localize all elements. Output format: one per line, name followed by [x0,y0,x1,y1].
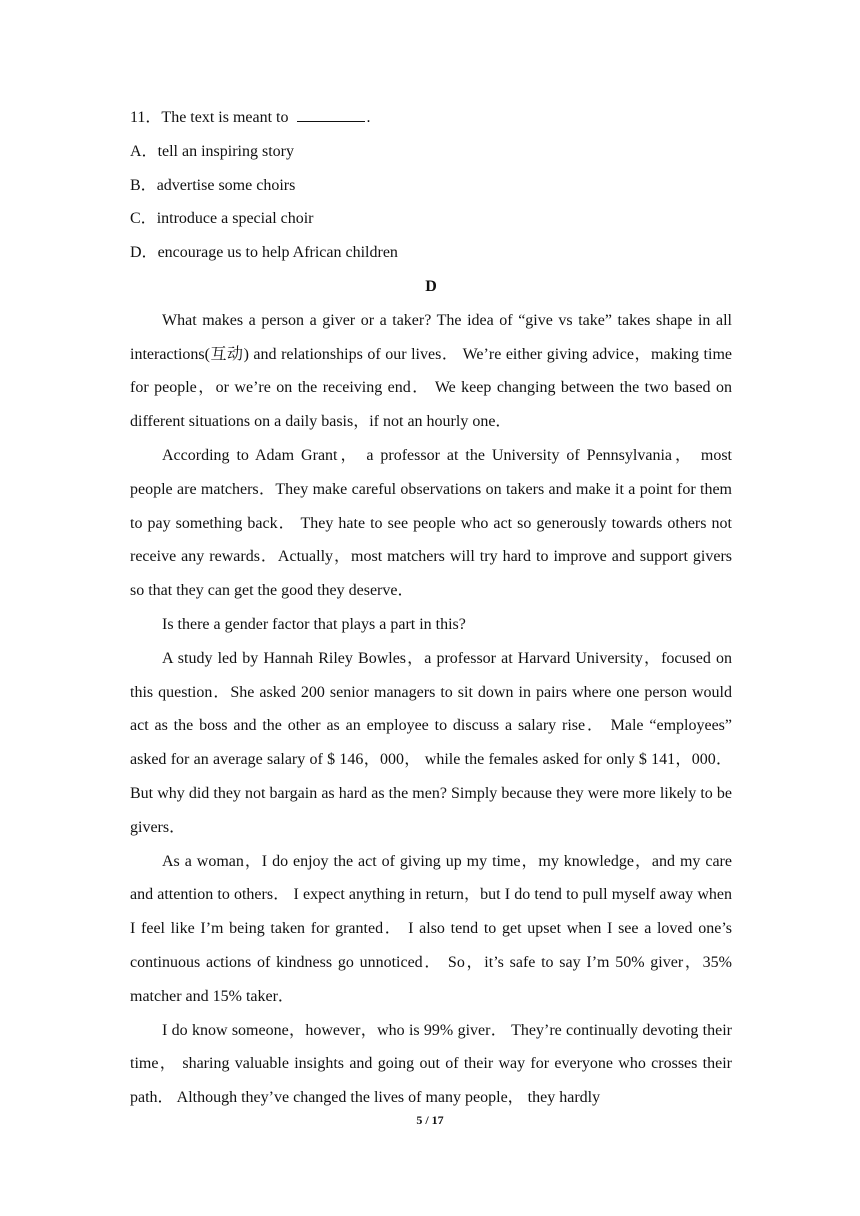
option-text: advertise some choirs [156,176,296,194]
option-b [130,169,732,203]
question-stem: The text is meant to [161,109,289,126]
passage-paragraph: I do know someone，however，who is 99% giver． They’re continually devoting their time， sharing valuable insights and going out of their way for everyone who crosses their path． Although they’ve changed the lives of many people， they hardly [130,1021,732,1107]
option-text: introduce a special choir [156,210,314,228]
option-letter: D． [130,244,158,262]
question-end: . [366,109,371,126]
option-text: encourage us to help African children [157,244,398,262]
passage-paragraph: As a woman，I do enjoy the act of giving up my time，my knowledge，and my care and attention to others． I expect anything in return，but I do tend to pull myself away when I feel like I’m being taken for granted． I also tend to get upset when I see a loved one’s continuous actions of kindness go unnoticed． So，it’s safe to say I’m 50% giver，35% matcher and 15% taker． [130,852,732,1005]
option-c [130,202,732,236]
option-text: tell an inspiring story [157,142,294,160]
option-a [130,135,732,169]
option-letter: A． [130,142,158,160]
passage-paragraph: Is there a gender factor that plays a part in this? [162,615,466,633]
page-content [130,101,732,1115]
question-number: 11． [130,109,162,126]
passage-paragraph: What makes a person a giver or a taker? The idea of “give vs take” takes shape in all interactions(互动) and relationships of our lives． We’re either giving advice，making time for people，or we’re on the receiving end． We keep changing between the two based on different situations on a daily basis，if not an hourly one． [130,311,732,431]
passage-paragraph: A study led by Hannah Riley Bowles，a professor at Harvard University，focused on this question．She asked 200 senior managers to sit down in pairs where one person would act as the boss and the other as an employee to discuss a salary rise． Male “employees” asked for an average salary of $ 146，000， while the females asked for only $ 141，000． But why did they not bargain as hard as the men? Simply because they were more likely to be givers． [130,649,732,836]
passage-paragraph: According to Adam Grant， a professor at the University of Pennsylvania， most people are matchers．They make careful observations on takers and make it a point for them to pay something back． They hate to see people who act so generously towards others not receive any rewards．Actually，most matchers will try hard to improve and support givers so that they can get the good they deserve． [130,446,732,600]
option-d [130,236,732,270]
option-letter: C． [130,210,157,228]
option-letter: B． [130,176,157,194]
page-number: 5 / 17 [416,1113,444,1127]
answer-blank [297,101,365,122]
section-heading: D [425,277,437,295]
question-11 [130,101,732,135]
